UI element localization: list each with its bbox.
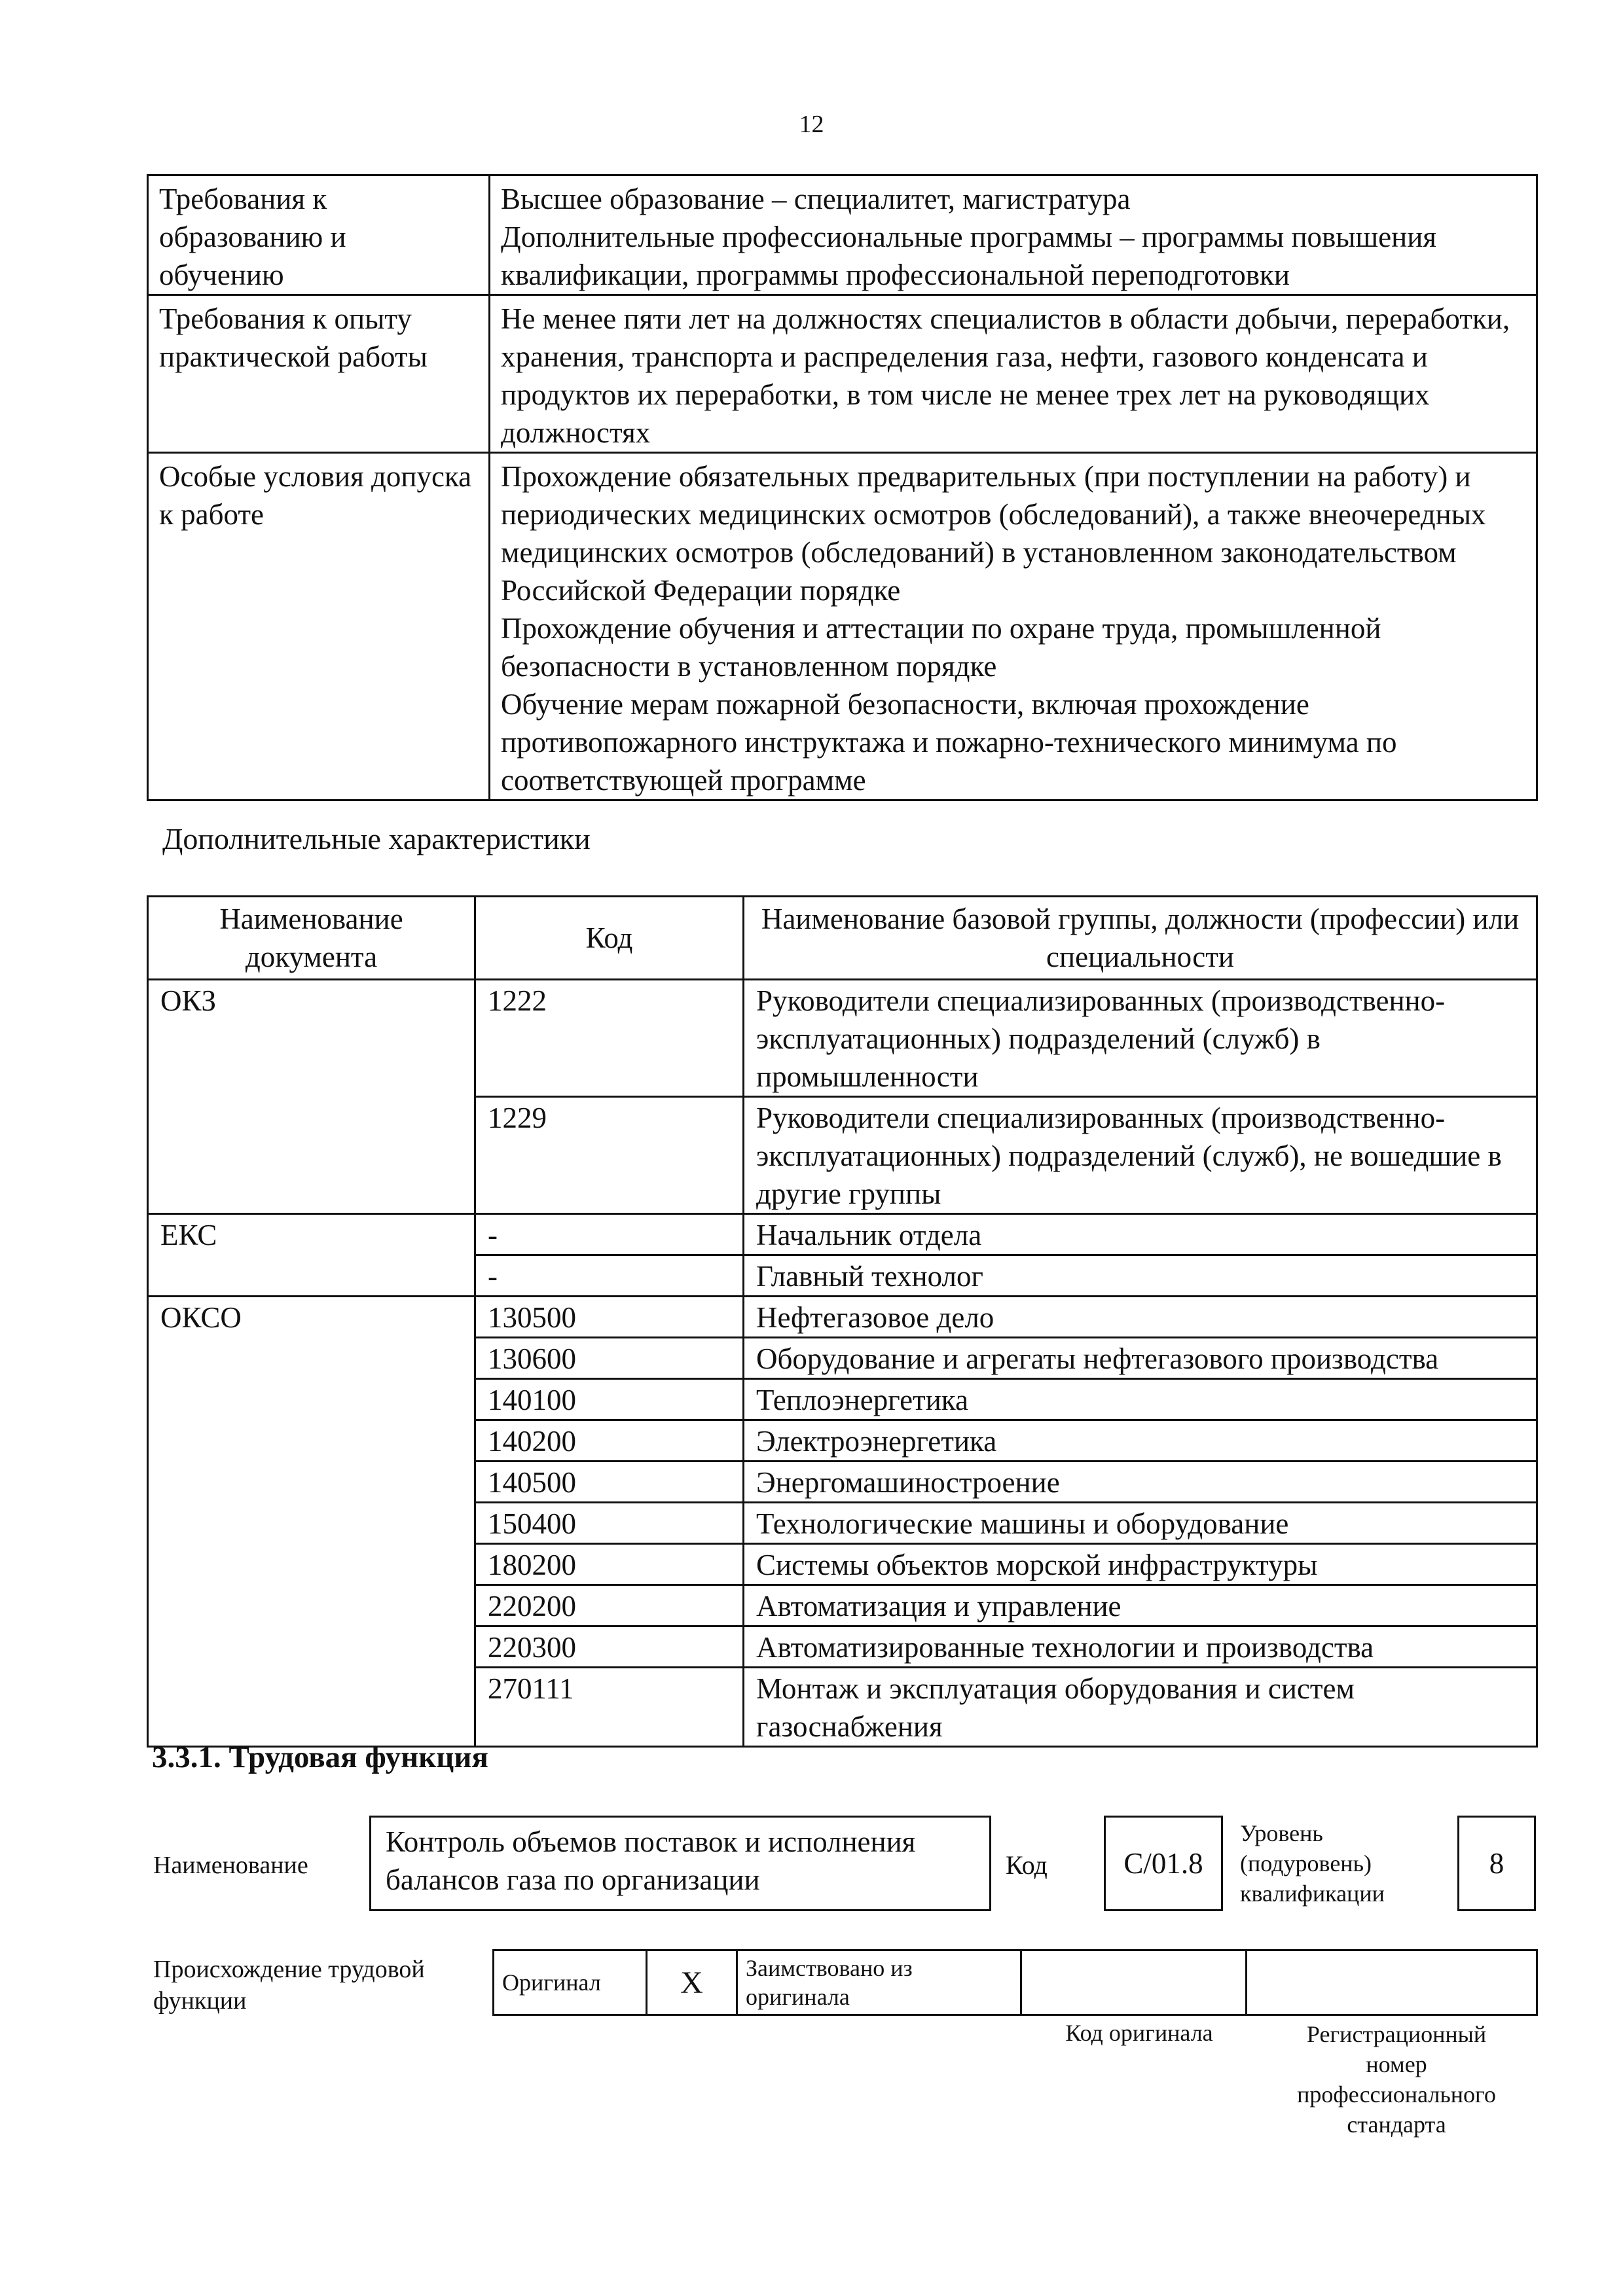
label-line: (подуровень) xyxy=(1240,1850,1372,1876)
name-cell: Нефтегазовое дело xyxy=(744,1297,1537,1338)
document-name-continued xyxy=(148,1503,475,1544)
table-row xyxy=(494,1950,1537,2015)
table-row xyxy=(148,1503,1537,1544)
requirement-value xyxy=(490,295,1537,453)
table-row xyxy=(148,1585,1537,1626)
code-cell: 1229 xyxy=(475,1097,744,1214)
table-row xyxy=(148,1338,1537,1379)
requirements-table xyxy=(147,174,1538,801)
column-header: Наименование документа xyxy=(148,897,475,980)
label-line: оригинала xyxy=(746,1984,850,2010)
table-row xyxy=(148,1462,1537,1503)
table-header-row xyxy=(148,897,1537,980)
code-cell: 140100 xyxy=(475,1379,744,1420)
requirement-line: Не менее пяти лет на должностях специалистов в области добычи, переработки, хранения, транспорта и распределения газа, нефти, газового конденсата и продуктов их переработки, в том числе не менее трех лет на руководящих должностях xyxy=(501,302,1510,449)
name-cell: Энергомашиностроение xyxy=(744,1462,1537,1503)
code-cell: 180200 xyxy=(475,1544,744,1585)
code-cell: 150400 xyxy=(475,1503,744,1544)
document-name-continued xyxy=(148,1544,475,1585)
code-cell: 130500 xyxy=(475,1297,744,1338)
label-line: квалификации xyxy=(1240,1880,1385,1907)
code-cell: 220200 xyxy=(475,1585,744,1626)
borrowed-label xyxy=(737,1950,1021,2015)
name-cell: Теплоэнергетика xyxy=(744,1379,1537,1420)
requirement-label: Требования к опыту практической работы xyxy=(148,295,490,453)
code-cell: 270111 xyxy=(475,1668,744,1747)
name-label: Наименование xyxy=(153,1852,308,1879)
code-cell: - xyxy=(475,1255,744,1297)
requirement-label: Особые условия допуска к работе xyxy=(148,453,490,800)
name-cell: Главный технолог xyxy=(744,1255,1537,1297)
document-name-continued xyxy=(148,1097,475,1214)
name-cell: Руководители специализированных (производственно-эксплуатационных) подразделений (служб), не вошедшие в другие группы xyxy=(744,1097,1537,1214)
requirement-line: Дополнительные профессиональные программы – программы повышения квалификации, программы профессиональной переподготовки xyxy=(501,221,1436,291)
requirement-label: Требования к образованию и обучению xyxy=(148,175,490,295)
section-heading: Дополнительные характеристики xyxy=(162,822,591,855)
labor-function-code: C/01.8 xyxy=(1104,1816,1223,1911)
table-row xyxy=(148,1255,1537,1297)
name-cell: Монтаж и эксплуатация оборудования и систем газоснабжения xyxy=(744,1668,1537,1747)
document-name-continued xyxy=(148,1379,475,1420)
table-row xyxy=(148,1626,1537,1668)
table-row xyxy=(148,1668,1537,1747)
label-line: Происхождение трудовой xyxy=(153,1956,425,1983)
code-cell: - xyxy=(475,1214,744,1255)
name-cell: Технологические машины и оборудование xyxy=(744,1503,1537,1544)
qualification-level-value: 8 xyxy=(1457,1816,1536,1911)
original-label: Оригинал xyxy=(494,1950,647,2015)
label-line: Уровень xyxy=(1240,1820,1323,1846)
document-name-continued xyxy=(148,1626,475,1668)
name-cell: Автоматизация и управление xyxy=(744,1585,1537,1626)
origin-label xyxy=(153,1954,425,2017)
registration-number-cell xyxy=(1247,1950,1537,2015)
name-cell: Автоматизированные технологии и производства xyxy=(744,1626,1537,1668)
requirement-value xyxy=(490,175,1537,295)
column-header: Наименование базовой группы, должности (профессии) или специальности xyxy=(744,897,1537,980)
document-name-continued xyxy=(148,1668,475,1747)
original-code-cell xyxy=(1021,1950,1247,2015)
document-name: ЕКС xyxy=(148,1214,475,1255)
name-cell: Начальник отдела xyxy=(744,1214,1537,1255)
labor-function-name: Контроль объемов поставок и исполнения балансов газа по организации xyxy=(369,1816,991,1911)
requirement-line: Высшее образование – специалитет, магистратура xyxy=(501,183,1131,215)
name-cell: Электроэнергетика xyxy=(744,1420,1537,1462)
label-line: стандарта xyxy=(1347,2111,1446,2138)
column-header: Код xyxy=(475,897,744,980)
label-line: профессионального xyxy=(1297,2081,1496,2108)
table-row xyxy=(148,175,1537,295)
code-cell: 140200 xyxy=(475,1420,744,1462)
name-cell: Системы объектов морской инфраструктуры xyxy=(744,1544,1537,1585)
page-number: 12 xyxy=(799,111,824,138)
document-name-continued xyxy=(148,1338,475,1379)
original-code-caption: Код оригинала xyxy=(1065,2020,1213,2046)
additional-characteristics-table xyxy=(147,895,1538,1748)
registration-number-caption xyxy=(1257,2019,1536,2140)
table-row xyxy=(148,1097,1537,1214)
table-row xyxy=(148,980,1537,1097)
table-row xyxy=(148,1297,1537,1338)
table-row xyxy=(148,1420,1537,1462)
name-cell: Оборудование и агрегаты нефтегазового производства xyxy=(744,1338,1537,1379)
code-cell: 1222 xyxy=(475,980,744,1097)
code-cell: 130600 xyxy=(475,1338,744,1379)
code-cell: 140500 xyxy=(475,1462,744,1503)
label-line: Регистрационный xyxy=(1306,2021,1487,2047)
table-row xyxy=(148,1544,1537,1585)
document-name-continued xyxy=(148,1462,475,1503)
document-name-continued xyxy=(148,1585,475,1626)
original-mark: X xyxy=(647,1950,737,2015)
section-title: 3.3.1. Трудовая функция xyxy=(152,1740,488,1774)
table-row xyxy=(148,295,1537,453)
requirement-value xyxy=(490,453,1537,800)
requirement-line: Обучение мерам пожарной безопасности, включая прохождение противопожарного инструктажа и пожарно-технического минимума по соответствующей программе xyxy=(501,688,1397,797)
table-row xyxy=(148,1379,1537,1420)
table-row xyxy=(148,453,1537,800)
document-name: ОКСО xyxy=(148,1297,475,1338)
name-cell: Руководители специализированных (производственно-эксплуатационных) подразделений (служб) в промышленности xyxy=(744,980,1537,1097)
code-label: Код xyxy=(1006,1850,1048,1880)
code-cell: 220300 xyxy=(475,1626,744,1668)
document-name-continued xyxy=(148,1255,475,1297)
label-line: Заимствовано из xyxy=(746,1955,913,1981)
label-line: номер xyxy=(1366,2051,1427,2077)
document-name-continued xyxy=(148,1420,475,1462)
origin-table xyxy=(492,1949,1538,2016)
table-row xyxy=(148,1214,1537,1255)
requirement-line: Прохождение обязательных предварительных (при поступлении на работу) и периодических медицинских осмотров (обследований), а также внеочередных медицинских осмотров (обследований) в установленном законодательством Российской Федерации порядке xyxy=(501,460,1486,607)
label-line: функции xyxy=(153,1987,247,2015)
document-name: ОКЗ xyxy=(148,980,475,1097)
qualification-level-label xyxy=(1240,1818,1385,1909)
requirement-line: Прохождение обучения и аттестации по охране труда, промышленной безопасности в установленном порядке xyxy=(501,612,1381,683)
